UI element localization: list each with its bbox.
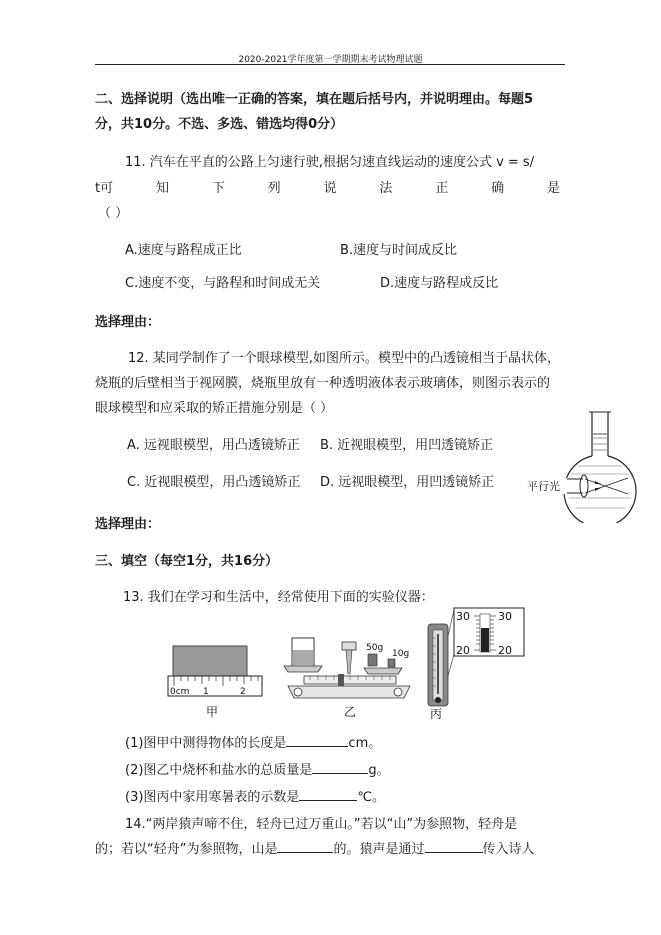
q13-sub3-unit: ℃。 <box>357 790 386 805</box>
answer-blank[interactable] <box>286 733 348 747</box>
page-header: 2020-2021学年度第一学期期末考试物理试题 <box>238 55 423 65</box>
q11-option-c: C.速度不变，与路程和时间成无关 <box>125 276 321 291</box>
balance-figure <box>280 630 420 720</box>
thermometer-caption: 丙 <box>430 707 443 720</box>
thermo-tick-label: 20 <box>498 644 512 657</box>
q12-option-b: B. 近视眼模型，用凹透镜矫正 <box>320 438 494 453</box>
section2-heading-line2: 分，共10分。不选、多选、错选均得0分） <box>95 117 344 132</box>
q12-option-d: D. 远视眼模型，用凹透镜矫正 <box>320 475 495 490</box>
q11-word: 正 <box>435 181 449 196</box>
q12-reason-label: 选择理由： <box>95 517 161 532</box>
eye-model-figure <box>525 408 640 523</box>
q12-line3: 眼球模型和应采取的矫正措施分别是（ ） <box>95 401 334 416</box>
q11-word: 说 <box>323 181 337 196</box>
thermo-tick-label: 30 <box>498 610 512 623</box>
header-rule <box>95 64 565 65</box>
q14-line2-a: 的；若以“轻舟”为参照物，山是 <box>95 842 278 857</box>
q11-line2 <box>95 177 560 196</box>
section2-heading-line1: 二、选择说明（选出唯一正确的答案，填在题后括号内，并说明理由。每题5 <box>95 92 534 107</box>
section3-heading: 三、填空（每空1分，共16分） <box>95 554 279 569</box>
q14-line2-c: 传入诗人 <box>482 842 535 857</box>
thermometer-figure <box>424 606 534 720</box>
thermo-tick-label: 30 <box>456 610 470 623</box>
ruler-tick-label: 1 <box>203 687 209 697</box>
weight-label: 50g <box>366 643 384 653</box>
q13-sub3 <box>125 786 385 805</box>
answer-blank[interactable] <box>425 839 483 853</box>
q12-line2: 烧瓶的后壁相当于视网膜，烧瓶里放有一种透明液体表示玻璃体，则图示表示的 <box>95 376 551 391</box>
q11-word: 是 <box>546 181 560 196</box>
q13-sub3-text: (3)图丙中家用寒暑表的示数是 <box>125 790 300 805</box>
q11-option-a: A.速度与路程成正比 <box>125 243 242 258</box>
q13-sub1 <box>125 732 381 751</box>
parallel-light-label: 平行光 <box>527 480 560 493</box>
q13-sub1-unit: cm。 <box>348 736 382 751</box>
q11-option-d: D.速度与路程成反比 <box>380 276 499 291</box>
answer-blank[interactable] <box>312 760 368 774</box>
ruler-caption: 甲 <box>206 705 219 719</box>
answer-blank[interactable] <box>277 839 333 853</box>
q13-sub1-text: (1)图甲中测得物体的长度是 <box>125 736 287 751</box>
q14-line1: 14.“两岸猿声啼不住，轻舟已过万重山。”若以“山”为参照物，轻舟是 <box>125 817 518 832</box>
q13-sub2-unit: g。 <box>368 763 390 778</box>
q11-word: 下 <box>211 181 225 196</box>
q12-line1: 12. 某同学制作了一个眼球模型,如图所示。模型中的凸透镜相当于晶状体， <box>128 351 560 366</box>
q11-word: 法 <box>379 181 393 196</box>
answer-blank[interactable] <box>299 787 357 801</box>
q12-option-a: A. 远视眼模型，用凸透镜矫正 <box>127 438 300 453</box>
q12-option-c: C. 近视眼模型，用凸透镜矫正 <box>127 475 301 490</box>
q14-line2 <box>95 838 535 857</box>
q11-option-b: B.速度与时间成反比 <box>340 243 458 258</box>
q11-line1: 11. 汽车在平直的公路上匀速行驶,根据匀速直线运动的速度公式 v = s/ <box>125 155 535 170</box>
q11-reason-label: 选择理由： <box>95 315 161 330</box>
balance-caption: 乙 <box>344 705 357 719</box>
q14-line2-b: 的。猿声是通过 <box>333 842 425 857</box>
weight-label: 10g <box>392 649 410 659</box>
q13-intro: 13. 我们在学习和生活中，经常使用下面的实验仪器： <box>123 590 434 605</box>
q13-sub2-text: (2)图乙中烧杯和盐水的总质量是 <box>125 763 313 778</box>
ruler-tick-label: 2 <box>240 687 246 697</box>
ruler-figure <box>166 640 266 720</box>
q11-word: 知 <box>155 181 169 196</box>
q11-answer-paren: （ ） <box>98 206 129 221</box>
q11-word: t可 <box>95 181 114 196</box>
q11-word: 列 <box>267 181 281 196</box>
thermo-tick-label: 20 <box>456 644 470 657</box>
ruler-tick-label: 0cm <box>170 687 190 697</box>
q11-word: 确 <box>491 181 505 196</box>
q13-sub2 <box>125 759 390 778</box>
